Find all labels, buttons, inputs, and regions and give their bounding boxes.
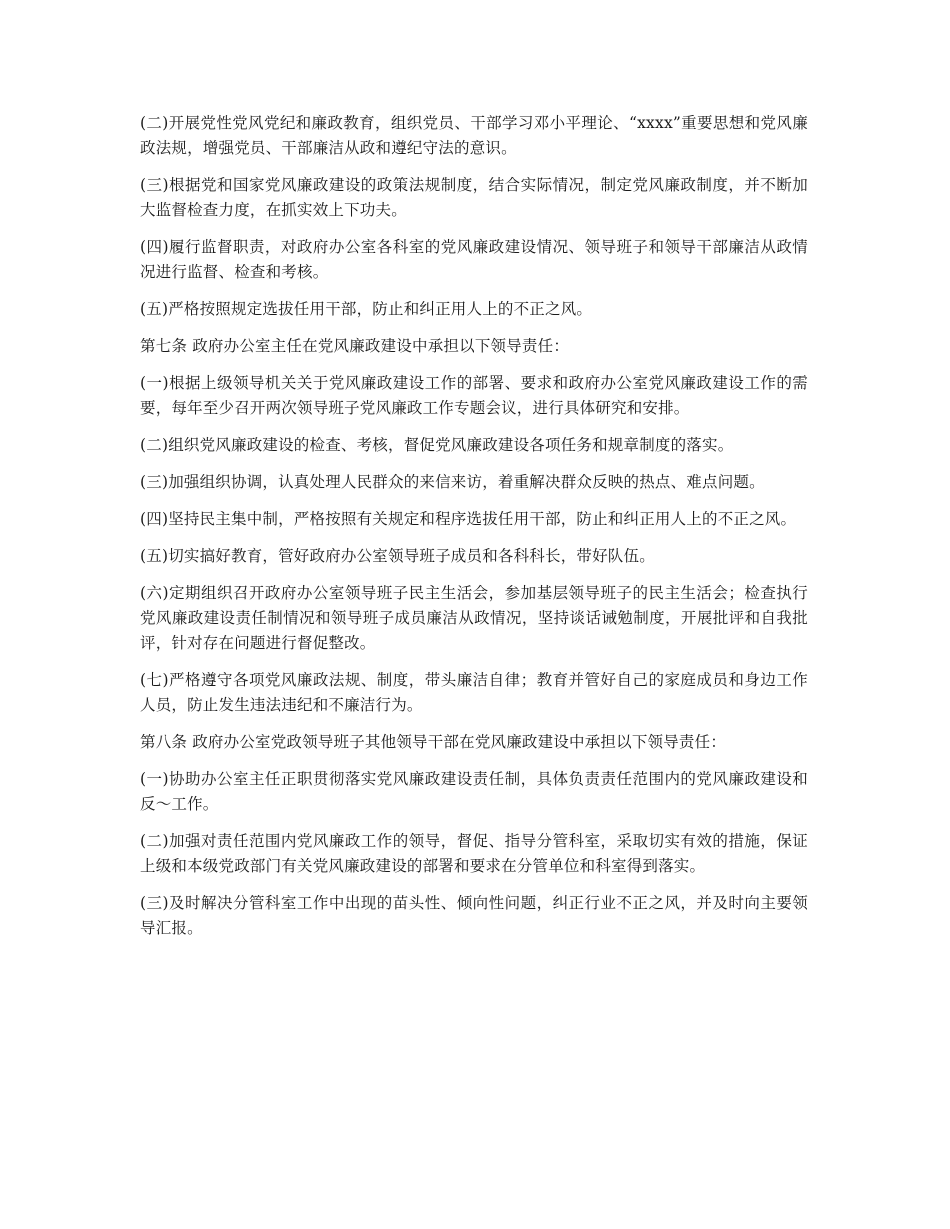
article-heading: 第八条 政府办公室党政领导班子其他领导干部在党风廉政建设中承担以下领导责任： (140, 733, 727, 751)
paragraph: (五)严格按照规定选拔任用干部，防止和纠正用人上的不正之风。 (140, 300, 593, 318)
paragraph: (二)组织党风廉政建设的检查、考核，督促党风廉政建设各项任务和规章制度的落实。 (140, 436, 734, 454)
paragraph: (三)及时解决分管科室工作中出现的苗头性、倾向性问题，纠正行业不正之风，并及时向主要领导汇报。 (140, 894, 808, 937)
article-heading: 第七条 政府办公室主任在党风廉政建设中承担以下领导责任： (140, 337, 570, 355)
paragraph: (五)切实搞好教育，管好政府办公室领导班子成员和各科科长，带好队伍。 (140, 547, 655, 565)
paragraph: (三)根据党和国家党风廉政建设的政策法规制度，结合实际情况，制定党风廉政制度，并不断加大监督检查力度，在抓实效上下功夫。 (140, 176, 808, 219)
paragraph: (三)加强组织协调，认真处理人民群众的来信来访，着重解决群众反映的热点、难点问题。 (140, 473, 765, 491)
paragraph: (二)开展党性党风党纪和廉政教育，组织党员、干部学习邓小平理论、“xxxx”重要思想和党风廉政法规，增强党员、干部廉洁从政和遵纪守法的意识。 (140, 114, 808, 157)
paragraph: (二)加强对责任范围内党风廉政工作的领导，督促、指导分管科室，采取切实有效的措施，保证上级和本级党政部门有关党风廉政建设的部署和要求在分管单位和科室得到落实。 (140, 832, 808, 875)
paragraph: (四)坚持民主集中制，严格按照有关规定和程序选拔任用干部，防止和纠正用人上的不正之风。 (140, 510, 797, 528)
paragraph: (四)履行监督职责，对政府办公室各科室的党风廉政建设情况、领导班子和领导干部廉洁从政情况进行监督、检查和考核。 (140, 238, 808, 281)
paragraph: (七)严格遵守各项党风廉政法规、制度，带头廉洁自律；教育并管好自己的家庭成员和身边工作人员，防止发生违法违纪和不廉洁行为。 (140, 671, 808, 714)
paragraph: (一)根据上级领导机关关于党风廉政建设工作的部署、要求和政府办公室党风廉政建设工作的需要，每年至少召开两次领导班子党风廉政工作专题会议，进行具体研究和安排。 (140, 374, 808, 417)
paragraph: (六)定期组织召开政府办公室领导班子民主生活会，参加基层领导班子的民主生活会；检查执行党风廉政建设责任制情况和领导班子成员廉洁从政情况，坚持谈话诫勉制度，开展批评和自我批评，针对存在问题进行督促整改。 (140, 584, 808, 652)
paragraph: (一)协助办公室主任正职贯彻落实党风廉政建设责任制，具体负责责任范围内的党风廉政建设和反～工作。 (140, 770, 808, 813)
document-body (140, 111, 808, 953)
